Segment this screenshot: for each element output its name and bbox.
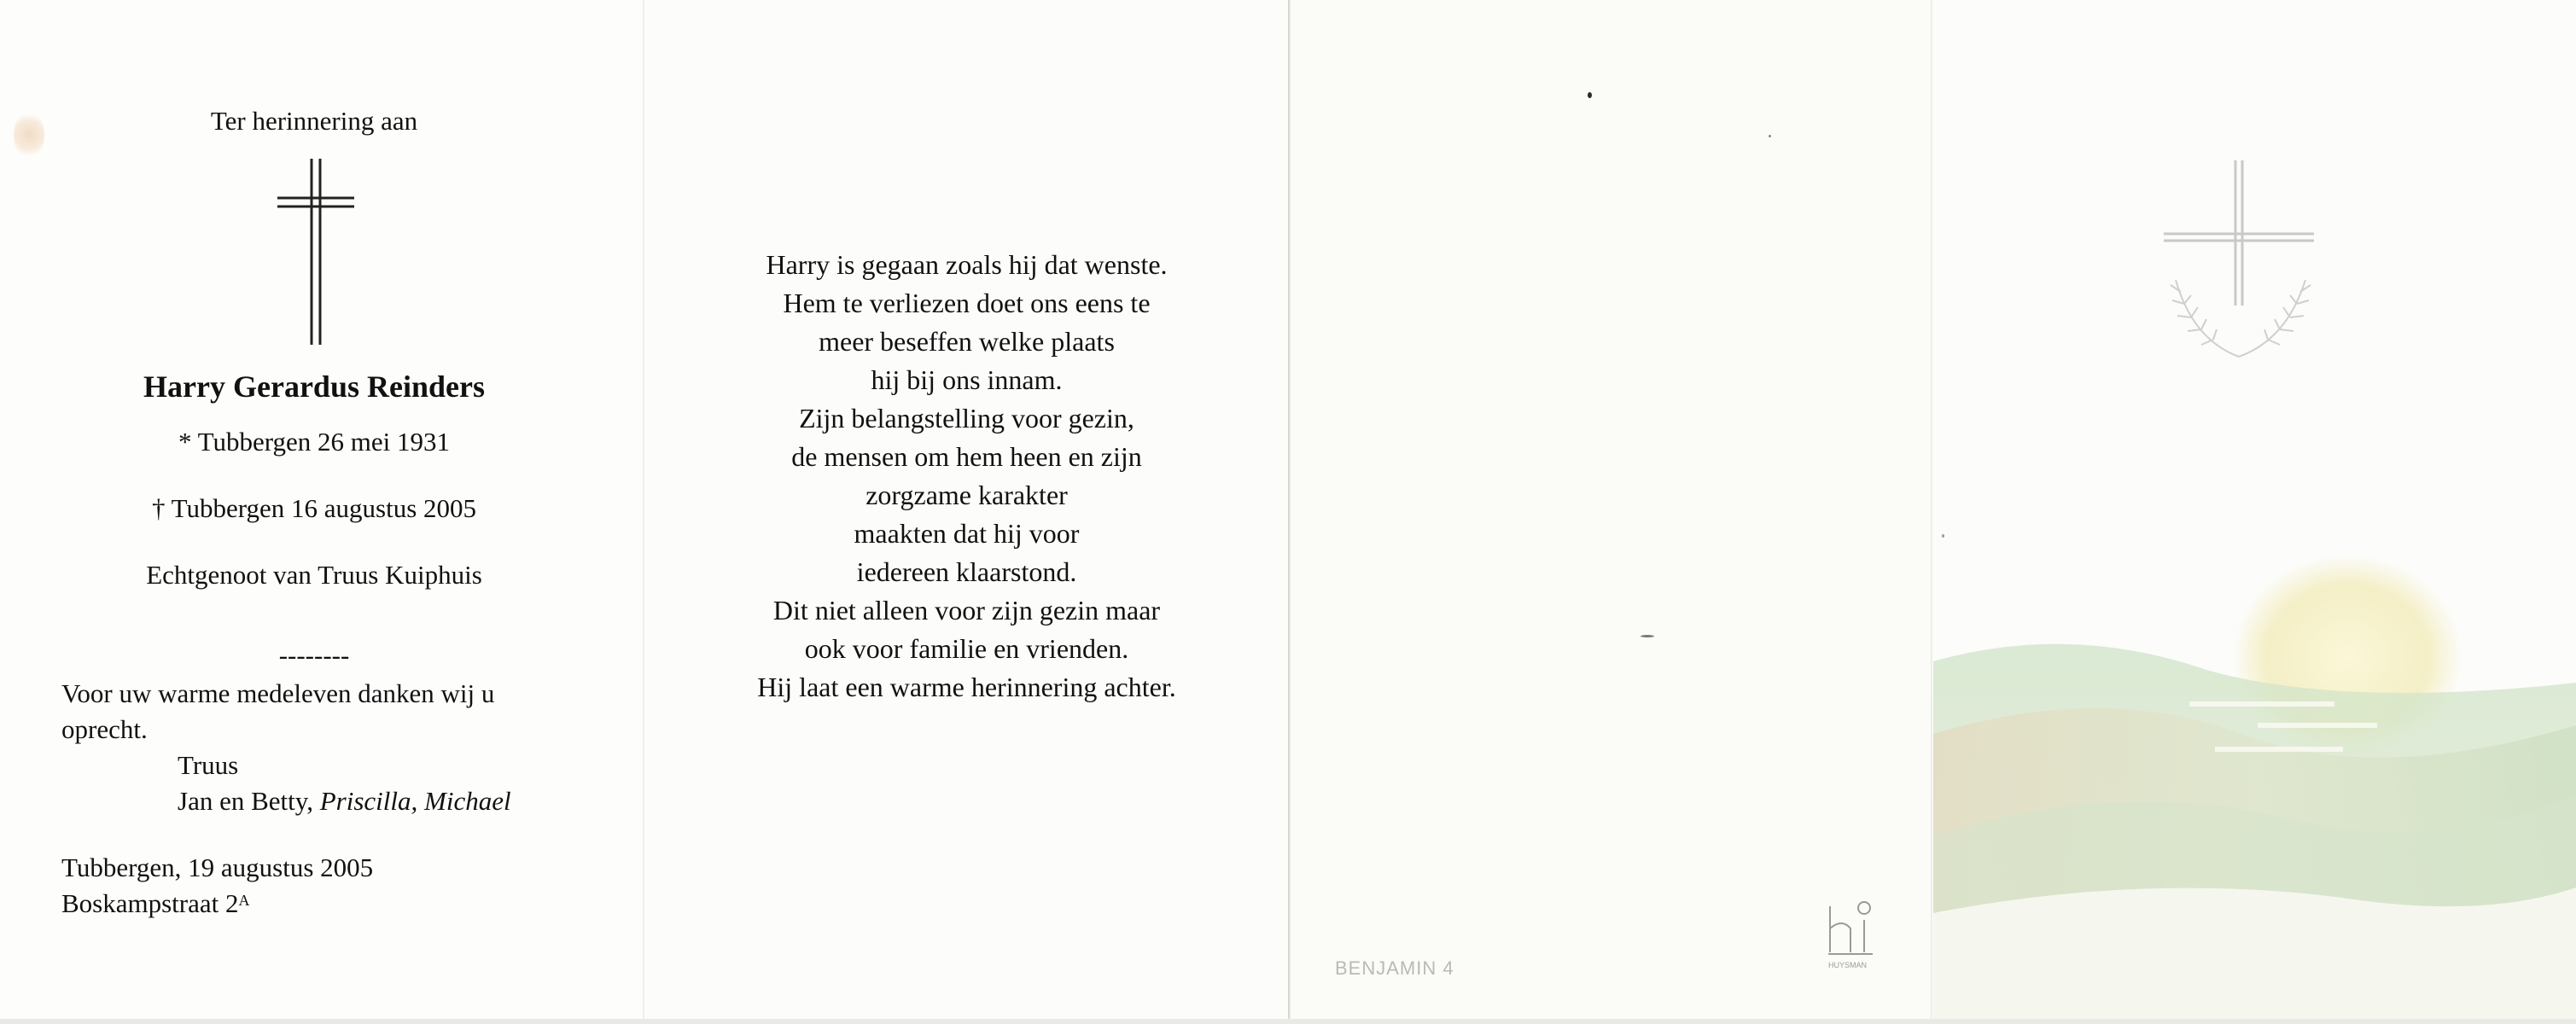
card-fold-line (643, 0, 644, 1024)
poem-line: de mensen om hem heen en zijn (791, 441, 1142, 472)
address (61, 886, 250, 922)
poem-line: Harry is gegaan zoals hij dat wenste. (766, 249, 1168, 280)
family-children-names: Jan en Betty, (178, 786, 320, 816)
card-fold-line (1931, 0, 1932, 1024)
cross-icon (277, 159, 354, 345)
poem-line: ook voor familie en vrienden. (804, 633, 1129, 664)
address-suffix: A (238, 892, 250, 909)
card-panel-cover (1933, 0, 2576, 1024)
family-grandchildren-names: Priscilla, Michael (319, 786, 511, 816)
poem-line: Dit niet alleen voor zijn gezin maar (772, 595, 1161, 625)
card-fold-line (1288, 0, 1291, 1024)
address-street: Boskampstraat 2 (61, 888, 239, 918)
poem-line: Hem te verliezen doet ons eens te (783, 288, 1151, 318)
card-bottom-edge (0, 1019, 2576, 1024)
spouse-info: Echtgenoot van Truus Kuiphuis (146, 560, 482, 590)
huysman-logo-icon (1823, 899, 1886, 978)
memorial-heading: Ter herinnering aan (210, 106, 418, 136)
thanks-line: oprecht. (61, 714, 148, 744)
poem-line: zorgzame karakter (865, 480, 1068, 510)
poem-line: meer beseffen welke plaats (819, 326, 1115, 357)
poem-line: maakten dat hij voor (854, 518, 1080, 549)
poem-line: hij bij ons innam. (871, 364, 1063, 395)
card-panel-front-text (0, 0, 644, 1024)
card-panel-poem (644, 0, 1289, 1024)
paper-speck (1769, 135, 1771, 137)
poem-line: Hij laat een warme herinnering achter. (757, 672, 1176, 702)
memorial-poem (644, 246, 1289, 707)
paper-speck (1588, 92, 1592, 98)
thanks-line: Voor uw warme medeleven danken wij u (61, 678, 495, 708)
thanks-message (61, 676, 494, 748)
poem-line: Zijn belangstelling voor gezin, (799, 403, 1134, 433)
birth-info: * Tubbergen 26 mei 1931 (178, 427, 451, 457)
death-info: † Tubbergen 16 augustus 2005 (151, 493, 477, 523)
sunset-landscape-icon (1933, 512, 2576, 1024)
paper-speck (1641, 635, 1654, 637)
family-line-spouse: Truus (178, 750, 239, 780)
poem-line: iedereen klaarstond. (856, 556, 1077, 587)
svg-text:HUYSMAN: HUYSMAN (1828, 961, 1868, 969)
cross-with-palm-branches-icon (2159, 160, 2321, 374)
family-line-children (178, 783, 511, 819)
divider-dashes: -------- (278, 640, 350, 670)
deceased-name: Harry Gerardus Reinders (143, 369, 485, 404)
card-model-label: BENJAMIN 4 (1335, 957, 1454, 979)
date-place: Tubbergen, 19 augustus 2005 (61, 852, 374, 882)
card-panel-back (1291, 0, 1933, 1024)
